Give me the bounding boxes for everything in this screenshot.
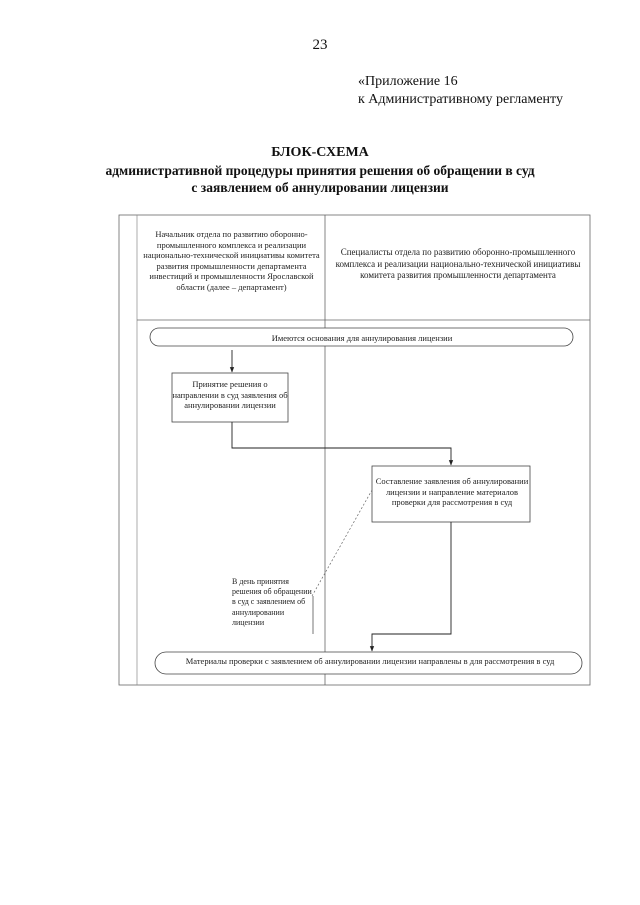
diagram-subtitle-line-1: административной процедуры принятия решения об обращении в суд [105, 163, 535, 178]
lane-header-specialists: Специалисты отдела по развитию оборонно-промышленного комплекса и реализации национально-технической инициативы комитета развития промышленности департамента [335, 247, 581, 280]
diagram-subtitle-line-2: с заявлением об аннулировании лицензии [191, 180, 449, 195]
process-start-label: Имеются основания для аннулирования лицензии [271, 333, 453, 343]
step-decision-label: Принятие решения о направлении в суд заявления об аннулировании лицензии [172, 379, 288, 411]
timing-note-label: В день принятия решения об обращении в суд с заявлением об аннулировании лицензии [232, 577, 312, 627]
arrow-prepare-to-end [372, 522, 451, 651]
step-prepare-label: Составление заявления об аннулировании лицензии и направление материалов проверки для рассмотрения в суд [375, 476, 529, 508]
lane-header-department-head: Начальник отдела по развитию оборонно-промышленного комплекса и реализации национально-технической инициативы комитета развития промышленности департамента инвестиций и промышленности Ярославской области (далее – департамент) [143, 229, 320, 292]
arrow-decision-to-prepare [232, 422, 451, 465]
appendix-reference: к Административному регламенту [358, 92, 563, 107]
appendix-label: «Приложение 16 [358, 74, 458, 89]
diagram-title: БЛОК-СХЕМА [271, 145, 369, 160]
note-leader-line [312, 490, 372, 596]
page-number: 23 [312, 37, 328, 53]
process-end-label: Материалы проверки с заявлением об аннулировании лицензии направлены в для рассмотрения в суд [185, 656, 555, 666]
